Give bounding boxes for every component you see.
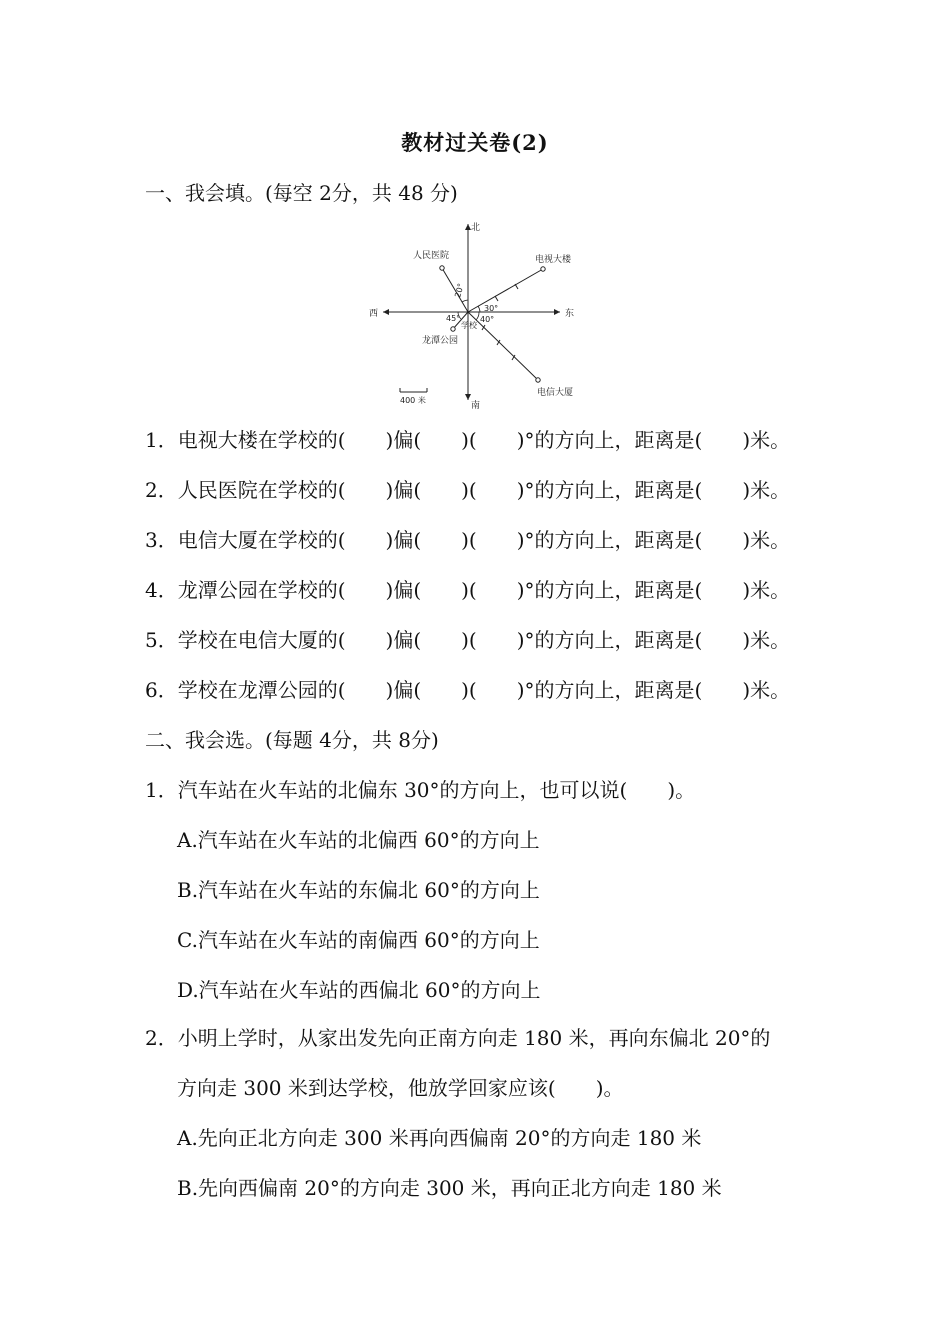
telecom-point: [536, 378, 540, 382]
west-label: 西: [369, 309, 379, 319]
fill-question-1: 1．电视大楼在学校的( )偏( )( )°的方向上，距离是( )米。: [145, 428, 791, 452]
park-point: [451, 327, 455, 331]
angle-30-label: 30°: [484, 304, 499, 313]
choice-q1-option-c: C.汽车站在火车站的南偏西 60°的方向上: [177, 928, 540, 952]
fill-question-5: 5．学校在电信大厦的( )偏( )( )°的方向上，距离是( )米。: [145, 628, 791, 652]
tvtower-label: 电视大楼: [535, 255, 572, 265]
telecom-ray: [468, 312, 538, 380]
angle-40-label: 40°: [480, 315, 495, 324]
tvtower-point: [541, 267, 545, 271]
north-label: 北: [471, 223, 481, 233]
choice-question-2-line1: 2．小明上学时，从家出发先向正南方向走 180 米，再向东偏北 20°的: [145, 1026, 771, 1050]
hospital-label: 人民医院: [413, 251, 450, 261]
page-title: 教材过关卷(2): [401, 130, 549, 155]
section1-heading: 一、我会填。(每空 2分，共 48 分): [145, 181, 458, 205]
angle-45-label: 45°: [446, 314, 461, 323]
choice-question-2-line2: 方向走 300 米到达学校，他放学回家应该( )。: [177, 1076, 624, 1100]
fill-question-2: 2．人民医院在学校的( )偏( )( )°的方向上，距离是( )米。: [145, 478, 791, 502]
hospital-point: [440, 266, 444, 270]
scale-label: 400 米: [400, 396, 426, 405]
choice-q2-option-b: B.先向西偏南 20°的方向走 300 米，再向正北方向走 180 米: [177, 1176, 722, 1200]
choice-q1-option-a: A.汽车站在火车站的北偏西 60°的方向上: [177, 828, 540, 852]
school-label: 学校: [461, 321, 477, 330]
choice-q1-option-d: D.汽车站在火车站的西偏北 60°的方向上: [177, 978, 541, 1002]
angle-20-label: 20°: [453, 282, 466, 299]
fill-question-6: 6．学校在龙潭公园的( )偏( )( )°的方向上，距离是( )米。: [145, 678, 791, 702]
fill-question-4: 4．龙潭公园在学校的( )偏( )( )°的方向上，距离是( )米。: [145, 578, 791, 602]
section2-heading: 二、我会选。(每题 4分，共 8分): [145, 728, 439, 752]
telecom-label: 电信大厦: [537, 388, 574, 398]
fill-question-3: 3．电信大厦在学校的( )偏( )( )°的方向上，距离是( )米。: [145, 528, 791, 552]
choice-question-1: 1．汽车站在火车站的北偏东 30°的方向上，也可以说( )。: [145, 778, 696, 802]
choice-q1-option-b: B.汽车站在火车站的东偏北 60°的方向上: [177, 878, 540, 902]
tvtower-ticks: [495, 284, 518, 301]
south-label: 南: [471, 401, 481, 411]
east-label: 东: [565, 309, 575, 319]
choice-q2-option-a: A.先向正北方向走 300 米再向西偏南 20°的方向走 180 米: [177, 1126, 702, 1150]
park-label: 龙潭公园: [422, 336, 459, 346]
direction-diagram: [355, 212, 595, 412]
tvtower-ray: [468, 269, 543, 312]
